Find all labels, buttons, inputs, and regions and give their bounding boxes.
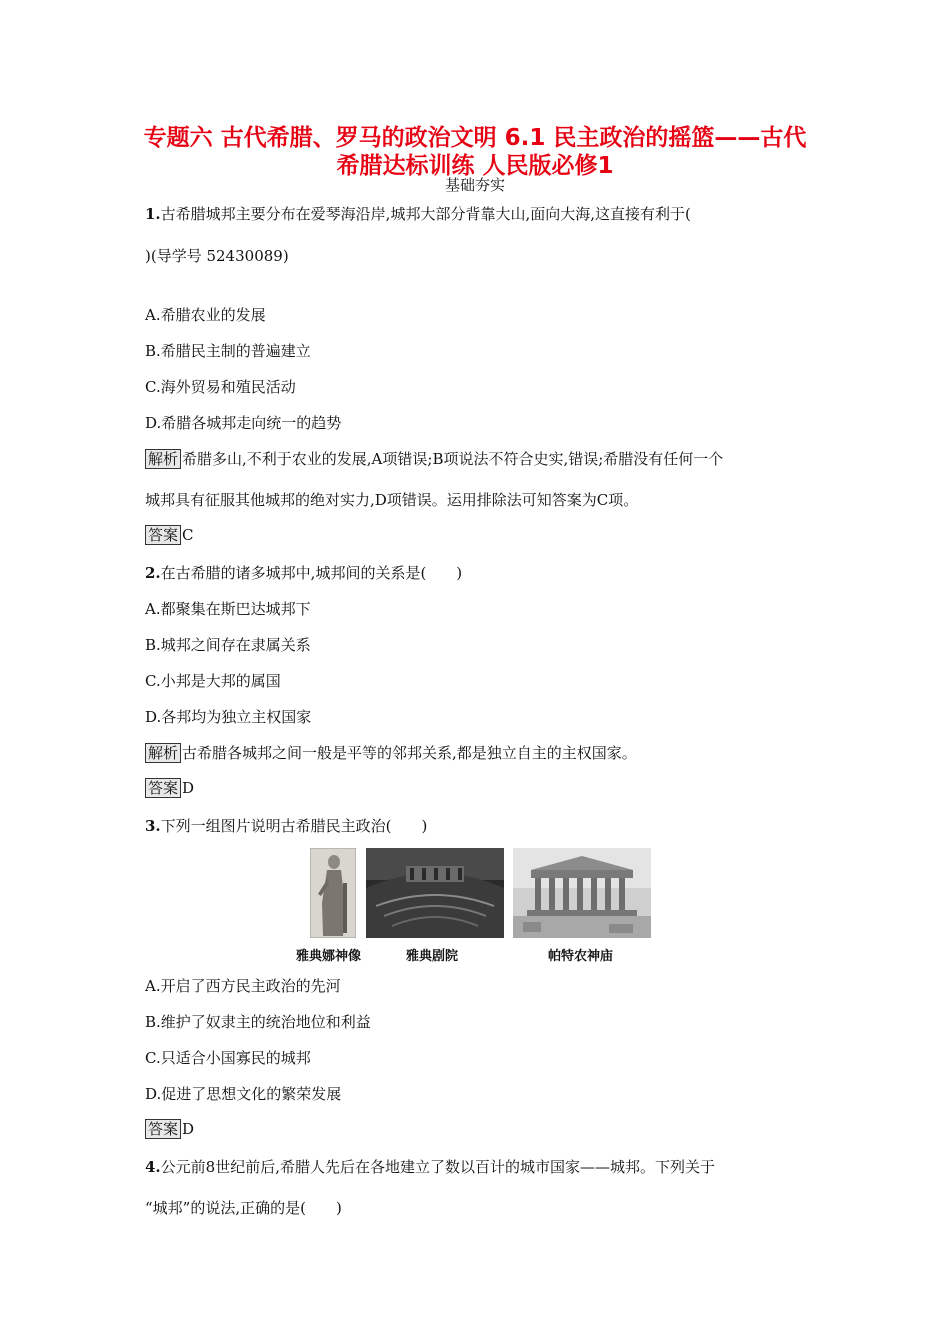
q3-option-c: C.只适合小国寡民的城邦 <box>145 1049 311 1067</box>
q2-option-b: B.城邦之间存在隶属关系 <box>145 636 311 654</box>
q1-option-c: C.海外贸易和殖民活动 <box>145 378 296 396</box>
q1-stem-line1 <box>145 203 691 224</box>
q2-option-d: D.各邦均为独立主权国家 <box>145 708 312 726</box>
q2-analysis-text: 古希腊各城邦之间一般是平等的邻邦关系,都是独立自主的主权国家。 <box>182 744 637 762</box>
q3-answer <box>145 1119 194 1139</box>
answer-tag: 答案 <box>145 1119 181 1139</box>
q3-stem-text: 下列一组图片说明古希腊民主政治( ) <box>160 817 428 835</box>
q4-number: 4. <box>145 1158 161 1176</box>
caption-athens-theater: 雅典剧院 <box>406 949 459 964</box>
analysis-tag: 解析 <box>145 743 181 763</box>
q1-stem-line2: )(导学号 52430089) <box>145 247 289 265</box>
q2-answer <box>145 778 194 798</box>
q2-answer-value: D <box>182 779 195 797</box>
analysis-tag: 解析 <box>145 449 181 469</box>
q2-option-a: A.都聚集在斯巴达城邦下 <box>145 600 311 618</box>
doc-title-line2: 希腊达标训练 人民版必修1 <box>336 153 614 179</box>
q3-answer-value: D <box>182 1120 195 1138</box>
q1-stem-text: 古希腊城邦主要分布在爱琴海沿岸,城邦大部分背靠大山,面向大海,这直接有利于( <box>160 205 691 223</box>
answer-tag: 答案 <box>145 778 181 798</box>
answer-tag: 答案 <box>145 525 181 545</box>
athena-statue-image <box>310 848 356 938</box>
q1-option-d: D.希腊各城邦走向统一的趋势 <box>145 414 342 432</box>
q1-answer-value: C <box>182 526 194 544</box>
q4-stem-line2: “城邦”的说法,正确的是( ) <box>145 1199 342 1217</box>
q4-stem-line1 <box>145 1156 715 1177</box>
parthenon-image <box>513 848 651 938</box>
q2-stem <box>145 562 462 583</box>
q1-analysis-line2: 城邦具有征服其他城邦的绝对实力,D项错误。运用排除法可知答案为C项。 <box>145 491 639 509</box>
q4-stem-text: 公元前8世纪前后,希腊人先后在各地建立了数以百计的城市国家——城邦。下列关于 <box>160 1158 715 1176</box>
caption-parthenon: 帕特农神庙 <box>548 949 614 964</box>
q1-analysis-line1 <box>145 448 723 469</box>
doc-title-line1: 专题六 古代希腊、罗马的政治文明 6.1 民主政治的摇篮——古代 <box>143 125 807 151</box>
q3-option-d: D.促进了思想文化的繁荣发展 <box>145 1085 342 1103</box>
q1-answer <box>145 525 194 545</box>
q1-analysis-text: 希腊多山,不利于农业的发展,A项错误;B项说法不符合史实,错误;希腊没有任何一个 <box>182 450 724 468</box>
q3-stem <box>145 815 427 836</box>
athens-theater-image <box>366 848 504 938</box>
q3-option-b: B.维护了奴隶主的统治地位和利益 <box>145 1013 371 1031</box>
q1-number: 1. <box>145 205 161 223</box>
q2-option-c: C.小邦是大邦的属国 <box>145 672 281 690</box>
q2-stem-text: 在古希腊的诸多城邦中,城邦间的关系是( ) <box>160 564 463 582</box>
q1-option-a: A.希腊农业的发展 <box>145 306 266 324</box>
section-subtitle: 基础夯实 <box>444 176 505 194</box>
q3-option-a: A.开启了西方民主政治的先河 <box>145 977 341 995</box>
q1-option-b: B.希腊民主制的普遍建立 <box>145 342 311 360</box>
q2-number: 2. <box>145 564 161 582</box>
caption-athena-statue: 雅典娜神像 <box>296 949 362 964</box>
q2-analysis <box>145 742 637 763</box>
q3-number: 3. <box>145 817 161 835</box>
